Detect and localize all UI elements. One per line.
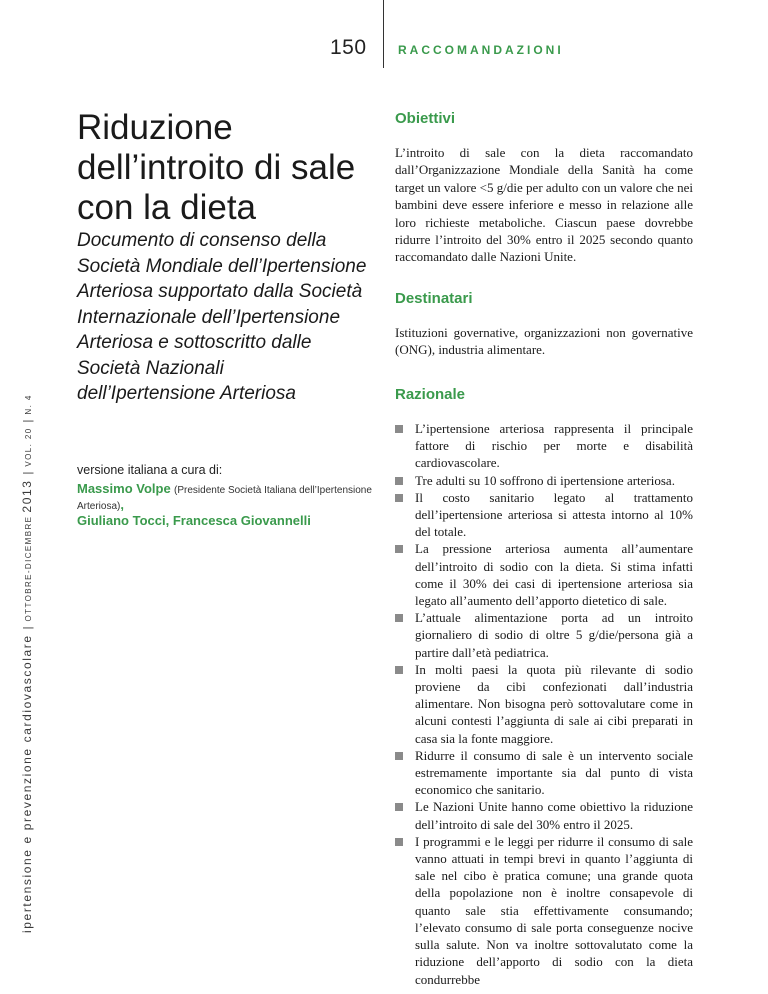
square-bullet-icon [395,494,403,502]
section-label: RACCOMANDAZIONI [398,43,564,57]
list-item: In molti paesi la quota più rilevante di sodio proviene da cibi confezionati dall’industria alimentare. Non bisogna però sottovalutare come in alcuni contesti l’aggiunta di sale ai cibi preparati in casa sia la fonte maggiore. [395,661,693,747]
edition-note: versione italiana a cura di: [77,463,223,477]
list-item: I programmi e le leggi per ridurre il consumo di sale vanno attuati in tempi brevi in quanto l’aggiunta di sale nel cibo è pratica comune; una grande quota della popolazione non è inoltre consapevole di quanto sale stia effettivamente consumando; l’elevato consumo di sale porta conseguenze nocive sulla salute. Non va inoltre sottovalutato come la riduzione dell’apporto di sodio con la dieta condurrebbe [395,833,693,988]
author-separator: , [120,497,124,512]
square-bullet-icon [395,477,403,485]
issue-number: N. 4 [24,394,33,415]
heading-obiettivi: Obiettivi [395,110,456,127]
author-name: Massimo Volpe [77,481,171,496]
heading-destinatari: Destinatari [395,290,473,307]
square-bullet-icon [395,838,403,846]
heading-razionale: Razionale [395,386,466,403]
square-bullet-icon [395,614,403,622]
list-item: Il costo sanitario legato al trattamento dell’ipertensione arteriosa si attesta intorno al 10% del totale. [395,489,693,541]
issue-volume: VOL. 20 [24,427,33,467]
article-subtitle: Documento di consenso della Società Mondiale dell’Ipertensione Arteriosa supportato dalla Società Internazionale dell’Ipertensione Arteriosa e sottoscritto dalle Società Nazionali dell’Ipertensione Arteriosa [77,230,367,404]
header-divider [383,0,384,68]
square-bullet-icon [395,545,403,553]
square-bullet-icon [395,752,403,760]
list-item: Le Nazioni Unite hanno come obiettivo la riduzione dell’introito di sale del 30% entro il 2025. [395,798,693,832]
rationale-list [395,420,693,988]
obiettivi-text: L’introito di sale con la dieta raccomandato dall’Organizzazione Mondiale della Sanità ha come target un valore <5 g/die per adulto con un valore che nei bambini deve essere inferiore e messo in relazione alle loro richieste metaboliche. Ciascun paese dovrebbe ridurre l’introito del 30% entro il 2025 secondo quanto raccomandato dalle Nazioni Unite. [395,145,693,265]
vertical-running-head: ipertensione e prevenzione cardiovascolare|OTTOBRE-DICEMBRE 2013|VOL. 20|N. 4 [20,394,34,933]
list-item: La pressione arteriosa aumenta all’aumentare dell’introito di sodio con la dieta. Si stima infatti come il 30% dei casi di ipertensione arteriosa sia legato all’aumento dell’apporto dietetico di sale. [395,540,693,609]
list-item: L’ipertensione arteriosa rappresenta il principale fattore di rischio per morte e disabilità cardiovascolare. [395,420,693,472]
issue-months: OTTOBRE-DICEMBRE [24,515,33,622]
list-item: Tre adulti su 10 soffrono di ipertensione arteriosa. [395,472,693,489]
square-bullet-icon [395,666,403,674]
list-item: L’attuale alimentazione porta ad un introito giornaliero di sodio di oltre 5 g/die/persona già a partire dall’età pediatrica. [395,609,693,661]
author-affiliation: (Presidente Società Italiana dell’Ipertensione Arteriosa) [77,485,372,512]
square-bullet-icon [395,425,403,433]
page-number: 150 [330,36,367,59]
destinatari-text: Istituzioni governative, organizzazioni non governative (ONG), industria alimentare. [395,325,693,358]
article-title: Riduzione dell’introito di sale con la dieta [77,108,356,227]
co-authors: Giuliano Tocci, Francesca Giovannelli [77,513,311,528]
list-item: Ridurre il consumo di sale è un intervento sociale estremamente importante sia dal punto di vista economico che sanitario. [395,747,693,799]
journal-name: ipertensione e prevenzione cardiovascolare [20,634,34,933]
author-line-1 [77,482,377,514]
issue-year: 2013 [20,479,34,513]
square-bullet-icon [395,803,403,811]
